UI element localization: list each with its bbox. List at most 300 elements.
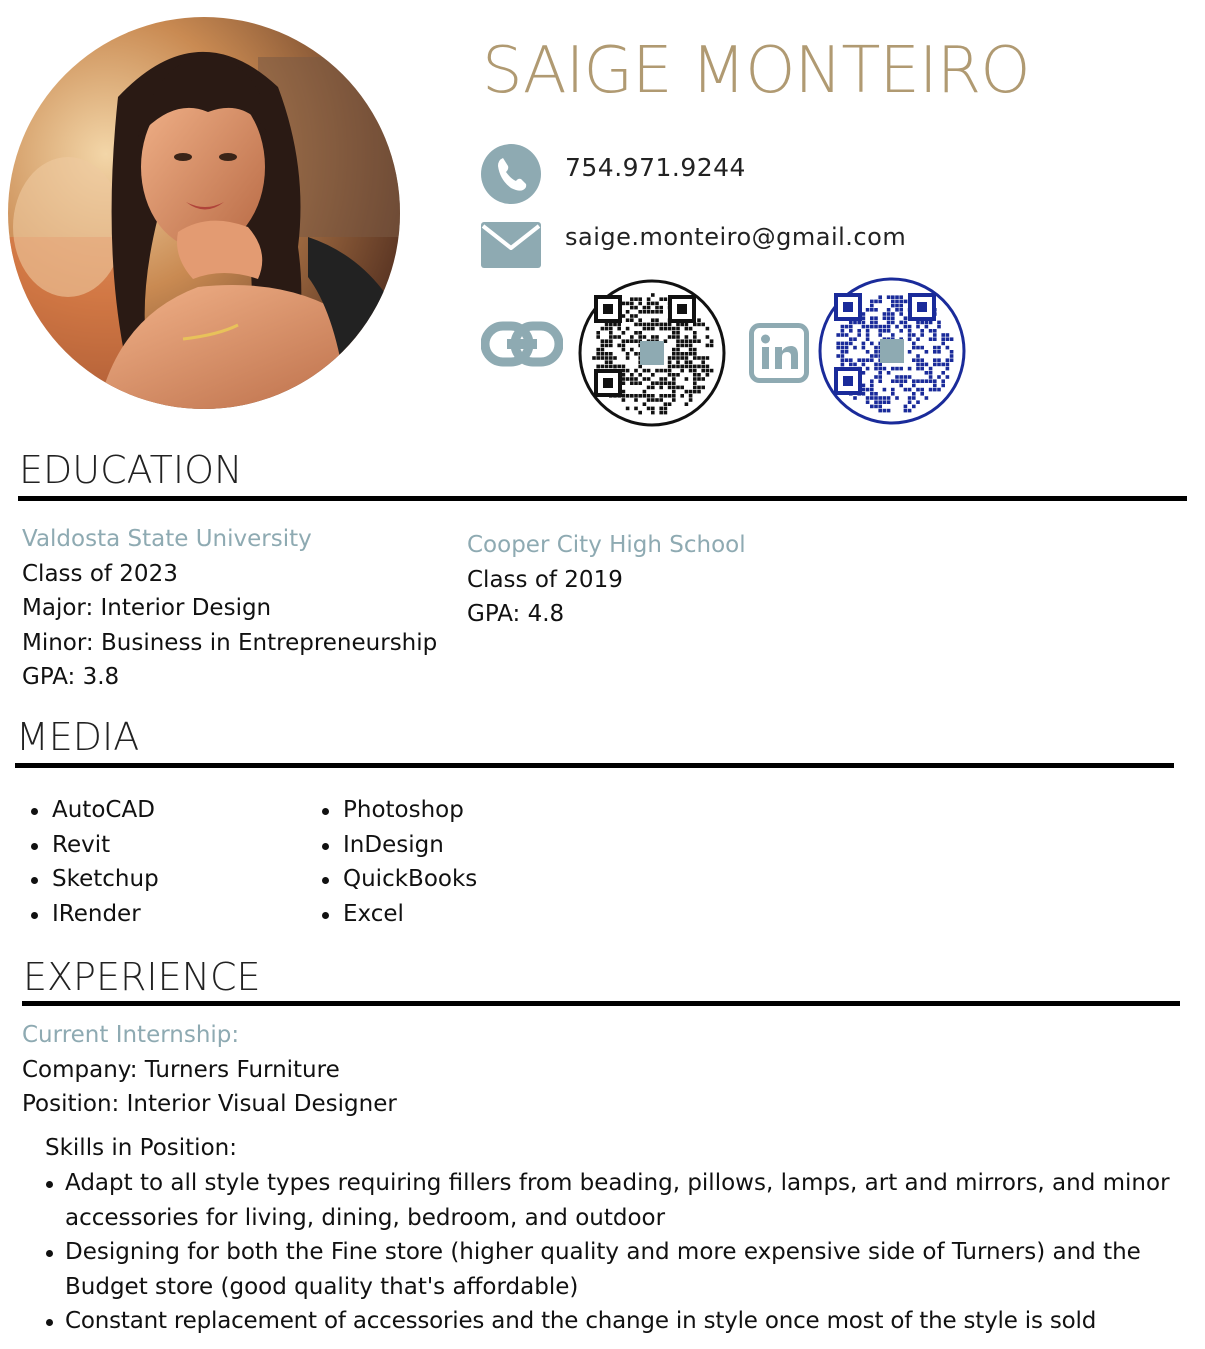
qr-module — [904, 321, 908, 325]
qr-module — [929, 329, 933, 333]
qr-module — [878, 363, 882, 367]
qr-module — [685, 344, 689, 348]
qr-module — [912, 384, 916, 388]
qr-module — [676, 356, 680, 360]
qr-module — [929, 379, 933, 383]
qr-module — [920, 358, 924, 362]
qr-module — [845, 346, 849, 350]
qr-module — [874, 363, 878, 367]
qr-module — [862, 384, 866, 388]
qr-module — [891, 312, 895, 316]
qr-module — [609, 352, 613, 356]
qr-module — [878, 405, 882, 409]
qr-module — [651, 327, 655, 331]
qr-module — [634, 369, 638, 373]
qr-module — [908, 329, 912, 333]
link-icon[interactable] — [481, 320, 563, 368]
qr-module — [908, 333, 912, 337]
qr-module — [874, 325, 878, 329]
qr-module — [836, 333, 840, 337]
qr-module — [862, 316, 866, 320]
qr-module — [693, 373, 697, 377]
qr-module — [622, 394, 626, 398]
qr-module — [701, 360, 705, 364]
qr-module — [862, 358, 866, 362]
qr-module — [937, 363, 941, 367]
qr-module — [617, 365, 621, 369]
qr-module — [601, 356, 605, 360]
qr-module — [908, 350, 912, 354]
qr-module — [634, 323, 638, 327]
qr-module — [634, 398, 638, 402]
qr-module — [693, 352, 697, 356]
qr-module — [849, 337, 853, 341]
qr-module — [626, 339, 630, 343]
qr-module — [870, 321, 874, 325]
qr-module — [659, 306, 663, 310]
qr-module — [630, 348, 634, 352]
qr-module — [895, 308, 899, 312]
qr-module — [841, 350, 845, 354]
qr-module — [680, 386, 684, 390]
qr-module — [878, 367, 882, 371]
qr-module — [596, 331, 600, 335]
qr-module — [899, 329, 903, 333]
qr-module — [874, 375, 878, 379]
qr-module — [697, 386, 701, 390]
qr-module — [651, 318, 655, 322]
qr-module — [920, 367, 924, 371]
qr-module — [672, 386, 676, 390]
qr-module — [891, 367, 895, 371]
qr-module — [904, 405, 908, 409]
qr-module — [870, 300, 874, 304]
qr-module — [634, 339, 638, 343]
qr-module — [651, 386, 655, 390]
qr-module — [634, 306, 638, 310]
qr-module — [638, 381, 642, 385]
qr-module — [596, 335, 600, 339]
qr-module — [929, 367, 933, 371]
qr-module — [870, 379, 874, 383]
phone-number[interactable]: 754.971.9244 — [565, 153, 746, 182]
qr-module — [849, 329, 853, 333]
qr-module — [680, 369, 684, 373]
qr-module — [634, 297, 638, 301]
qr-module — [912, 379, 916, 383]
qr-module — [697, 373, 701, 377]
qr-module — [916, 388, 920, 392]
qr-module — [941, 379, 945, 383]
qr-module — [904, 325, 908, 329]
qr-module — [853, 337, 857, 341]
qr-module — [866, 396, 870, 400]
qr-module — [647, 377, 651, 381]
qr-module — [693, 390, 697, 394]
qr-module — [643, 390, 647, 394]
qr-module — [689, 327, 693, 331]
qr-module — [849, 358, 853, 362]
qr-module — [887, 396, 891, 400]
qr-module — [912, 405, 916, 409]
qr-module — [609, 335, 613, 339]
qr-module — [887, 295, 891, 299]
qr-module — [630, 335, 634, 339]
qr-module — [613, 365, 617, 369]
qr-module — [925, 379, 929, 383]
qr-module — [693, 339, 697, 343]
qr-module — [916, 363, 920, 367]
qr-module — [912, 358, 916, 362]
qr-module — [659, 381, 663, 385]
qr-module — [933, 337, 937, 341]
qr-module — [672, 377, 676, 381]
education-divider — [18, 496, 1187, 501]
qr-module — [689, 398, 693, 402]
qr-module — [891, 321, 895, 325]
qr-module — [878, 379, 882, 383]
qr-module — [609, 356, 613, 360]
qr-module — [710, 344, 714, 348]
qr-module — [647, 306, 651, 310]
qr-module — [925, 371, 929, 375]
qr-module — [937, 350, 941, 354]
qr-module — [617, 335, 621, 339]
list-item: Photoshop — [314, 793, 477, 828]
qr-module — [638, 310, 642, 314]
qr-module — [664, 411, 668, 415]
email-address[interactable]: saige.monteiro@gmail.com — [565, 223, 907, 251]
qr-module — [651, 373, 655, 377]
qr-module — [651, 310, 655, 314]
qr-module — [668, 323, 672, 327]
qr-module — [680, 323, 684, 327]
qr-module — [841, 342, 845, 346]
qr-module — [870, 396, 874, 400]
qr-module — [605, 323, 609, 327]
qr-module — [916, 346, 920, 350]
qr-module — [878, 333, 882, 337]
qr-module — [937, 325, 941, 329]
qr-module — [592, 356, 596, 360]
education-school-1 — [22, 522, 437, 695]
qr-finder-center — [843, 376, 853, 386]
qr-module — [870, 342, 874, 346]
qr-module — [630, 318, 634, 322]
qr-module — [874, 308, 878, 312]
qr-module — [933, 358, 937, 362]
qr-module — [933, 333, 937, 337]
qr-module — [870, 308, 874, 312]
qr-module — [883, 388, 887, 392]
qr-module — [672, 373, 676, 377]
qr-module — [895, 295, 899, 299]
qr-module — [887, 371, 891, 375]
qr-module — [887, 312, 891, 316]
qr-module — [874, 367, 878, 371]
qr-module — [941, 342, 945, 346]
qr-module — [946, 337, 950, 341]
qr-module — [613, 323, 617, 327]
qr-module — [689, 360, 693, 364]
list-item: AutoCAD — [23, 793, 159, 828]
qr-module — [933, 329, 937, 333]
qr-module — [626, 310, 630, 314]
qr-module — [651, 323, 655, 327]
qr-module — [946, 358, 950, 362]
qr-module — [701, 356, 705, 360]
qr-module — [870, 384, 874, 388]
qr-module — [891, 392, 895, 396]
qr-module — [672, 390, 676, 394]
qr-module — [659, 377, 663, 381]
qr-module — [920, 321, 924, 325]
qr-module — [638, 302, 642, 306]
qr-module — [870, 325, 874, 329]
qr-module — [941, 363, 945, 367]
qr-module — [706, 335, 710, 339]
qr-module — [622, 344, 626, 348]
qr-module — [874, 321, 878, 325]
qr-module — [887, 409, 891, 413]
qr-module — [895, 304, 899, 308]
qr-module — [891, 316, 895, 320]
list-item: Adapt to all style types requiring fillers from beading, pillows, lamps, art and mirrors, and minor accessories for living, dining, bedroom, and outdoor — [45, 1166, 1185, 1235]
qr-module — [870, 354, 874, 358]
qr-module — [920, 333, 924, 337]
qr-module — [680, 339, 684, 343]
qr-module — [622, 373, 626, 377]
qr-module — [651, 293, 655, 297]
qr-module — [609, 360, 613, 364]
qr-module — [841, 329, 845, 333]
qr-module — [676, 352, 680, 356]
qr-module — [946, 375, 950, 379]
qr-module — [659, 310, 663, 314]
school-detail: Minor: Business in Entrepreneurship — [22, 629, 438, 656]
qr-module — [672, 365, 676, 369]
qr-module — [883, 316, 887, 320]
qr-module — [676, 348, 680, 352]
qr-module — [638, 373, 642, 377]
qr-module — [655, 318, 659, 322]
skills-label: Skills in Position: — [45, 1135, 237, 1161]
qr-module — [899, 321, 903, 325]
qr-module — [862, 321, 866, 325]
qr-module — [664, 323, 668, 327]
qr-module — [916, 321, 920, 325]
internship-title: Current Internship: — [22, 1022, 240, 1048]
qr-module — [916, 367, 920, 371]
qr-module — [613, 335, 617, 339]
experience-heading: EXPERIENCE — [23, 955, 261, 999]
qr-module — [845, 325, 849, 329]
qr-module — [701, 323, 705, 327]
qr-module — [874, 350, 878, 354]
qr-finder-center — [917, 302, 927, 312]
qr-module — [622, 365, 626, 369]
qr-module — [680, 365, 684, 369]
qr-module — [634, 377, 638, 381]
qr-module — [878, 325, 882, 329]
qr-module — [672, 331, 676, 335]
qr-module — [685, 327, 689, 331]
qr-module — [630, 377, 634, 381]
qr-module — [664, 297, 668, 301]
qr-module — [941, 333, 945, 337]
qr-module — [857, 333, 861, 337]
profile-photo — [8, 17, 400, 409]
qr-module — [862, 363, 866, 367]
qr-module — [689, 390, 693, 394]
qr-module — [634, 381, 638, 385]
qr-module — [904, 409, 908, 413]
qr-finder-center — [603, 378, 613, 388]
qr-module — [655, 306, 659, 310]
qr-module — [655, 310, 659, 314]
qr-module — [866, 325, 870, 329]
qr-module — [626, 327, 630, 331]
qr-module — [950, 354, 954, 358]
qr-module — [638, 331, 642, 335]
skills-list — [45, 1166, 1185, 1339]
qr-module — [651, 411, 655, 415]
experience-divider — [22, 1001, 1180, 1006]
education-heading: EDUCATION — [19, 448, 243, 492]
qr-module — [883, 396, 887, 400]
qr-module — [672, 381, 676, 385]
qr-module — [899, 308, 903, 312]
qr-module — [920, 329, 924, 333]
qr-module — [605, 365, 609, 369]
qr-module — [672, 398, 676, 402]
qr-module — [916, 358, 920, 362]
qr-module — [857, 329, 861, 333]
qr-logo — [640, 341, 664, 365]
qr-module — [706, 369, 710, 373]
qr-module — [916, 400, 920, 404]
qr-module — [874, 346, 878, 350]
qr-module — [929, 321, 933, 325]
qr-module — [672, 348, 676, 352]
qr-module — [878, 295, 882, 299]
qr-module — [904, 379, 908, 383]
qr-module — [899, 384, 903, 388]
qr-module — [685, 360, 689, 364]
qr-module — [643, 310, 647, 314]
qr-module — [706, 356, 710, 360]
qr-module — [870, 358, 874, 362]
qr-module — [676, 360, 680, 364]
school-detail: Major: Interior Design — [22, 595, 272, 621]
qr-module — [891, 379, 895, 383]
qr-module — [887, 321, 891, 325]
qr-module — [941, 371, 945, 375]
qr-module — [946, 367, 950, 371]
linkedin-qr-code[interactable] — [818, 277, 966, 425]
qr-module — [668, 394, 672, 398]
qr-module — [862, 392, 866, 396]
qr-module — [941, 384, 945, 388]
qr-module — [605, 356, 609, 360]
qr-module — [933, 379, 937, 383]
qr-module — [651, 394, 655, 398]
media-heading: MEDIA — [16, 715, 140, 759]
qr-module — [630, 314, 634, 318]
qr-module — [857, 358, 861, 362]
qr-module — [887, 400, 891, 404]
qr-module — [706, 344, 710, 348]
qr-module — [638, 365, 642, 369]
portfolio-qr-code[interactable] — [578, 279, 726, 427]
qr-module — [634, 314, 638, 318]
qr-module — [908, 337, 912, 341]
qr-module — [916, 337, 920, 341]
qr-module — [895, 379, 899, 383]
qr-module — [887, 329, 891, 333]
qr-module — [891, 295, 895, 299]
qr-module — [891, 388, 895, 392]
qr-module — [668, 369, 672, 373]
qr-module — [912, 392, 916, 396]
qr-module — [685, 356, 689, 360]
qr-module — [883, 325, 887, 329]
qr-module — [925, 396, 929, 400]
qr-module — [685, 323, 689, 327]
qr-module — [883, 367, 887, 371]
qr-module — [647, 302, 651, 306]
qr-module — [870, 388, 874, 392]
qr-module — [878, 300, 882, 304]
qr-module — [862, 388, 866, 392]
qr-module — [685, 335, 689, 339]
linkedin-icon[interactable] — [749, 323, 809, 383]
school-detail: Class of 2023 — [22, 560, 178, 587]
qr-module — [836, 354, 840, 358]
qr-module — [925, 350, 929, 354]
qr-module — [912, 342, 916, 346]
qr-module — [617, 327, 621, 331]
qr-module — [596, 352, 600, 356]
qr-module — [874, 354, 878, 358]
qr-module — [672, 335, 676, 339]
qr-module — [950, 350, 954, 354]
qr-module — [689, 365, 693, 369]
qr-module — [596, 365, 600, 369]
qr-module — [622, 390, 626, 394]
qr-module — [622, 369, 626, 373]
qr-module — [647, 327, 651, 331]
qr-module — [870, 304, 874, 308]
qr-module — [672, 394, 676, 398]
school-name: Valdosta State University — [22, 526, 312, 552]
qr-module — [630, 302, 634, 306]
qr-module — [622, 302, 626, 306]
qr-module — [933, 363, 937, 367]
qr-module — [626, 369, 630, 373]
qr-module — [920, 388, 924, 392]
qr-module — [878, 375, 882, 379]
qr-module — [908, 409, 912, 413]
qr-module — [676, 323, 680, 327]
qr-module — [874, 400, 878, 404]
list-item: Sketchup — [23, 862, 159, 897]
qr-module — [878, 329, 882, 333]
qr-module — [622, 381, 626, 385]
qr-module — [676, 386, 680, 390]
qr-module — [912, 396, 916, 400]
qr-module — [925, 321, 929, 325]
